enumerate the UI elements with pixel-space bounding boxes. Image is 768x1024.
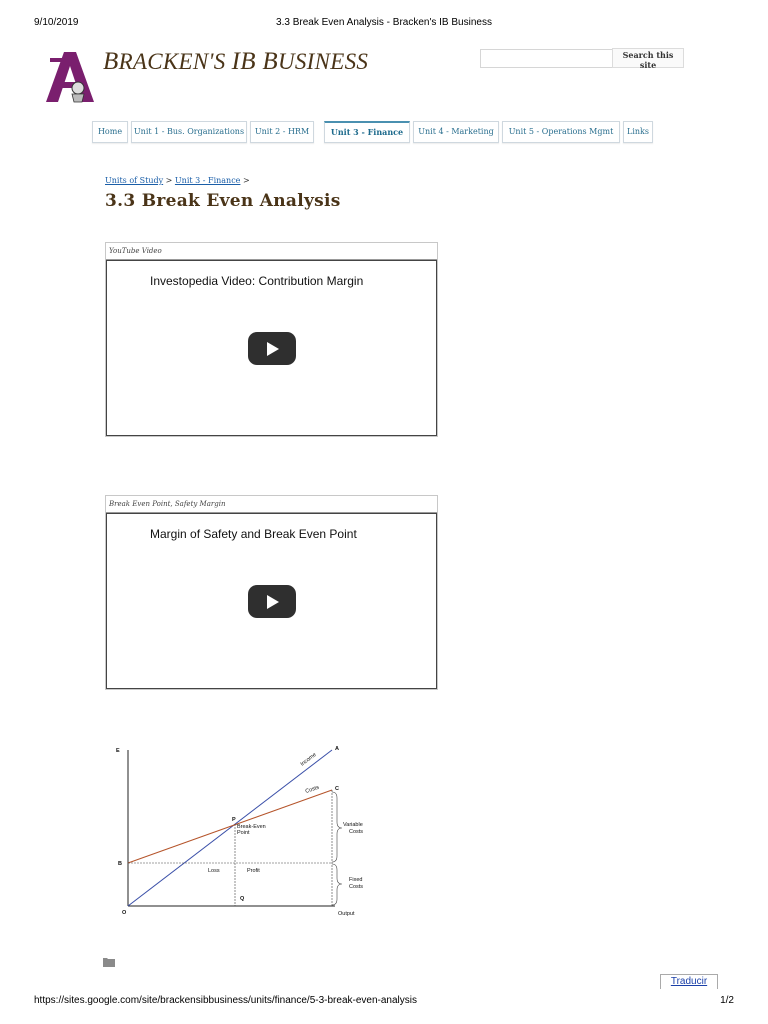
label-e: E	[116, 748, 120, 754]
video-caption: Break Even Point, Safety Margin	[106, 496, 437, 513]
label-fixed-1: Fixed	[349, 877, 363, 883]
label-b: B	[118, 861, 122, 867]
video-card	[105, 242, 438, 437]
nav-tab-links[interactable]: Links	[623, 121, 653, 143]
print-header	[0, 17, 768, 31]
play-icon	[267, 342, 279, 356]
income-line	[128, 750, 332, 906]
video-caption: YouTube Video	[106, 243, 437, 260]
video-title[interactable]: Margin of Safety and Break Even Point	[150, 527, 357, 541]
label-variable-1: Variable	[343, 822, 363, 828]
label-profit: Profit	[247, 868, 260, 874]
video-player[interactable]	[106, 513, 437, 689]
label-break-even-2: Point	[237, 830, 250, 836]
breadcrumb-separator: >	[163, 176, 175, 185]
video-player[interactable]	[106, 260, 437, 436]
site-title-part: B	[262, 48, 278, 75]
site-logo[interactable]	[42, 48, 98, 104]
site-title-part: IB	[231, 48, 263, 75]
translate-link[interactable]: Traducir	[660, 974, 718, 989]
print-url: https://sites.google.com/site/brackensibbusiness/units/finance/5-3-break-even-analysis	[34, 995, 417, 1006]
label-output: Output	[338, 911, 355, 917]
label-income: Income	[299, 751, 318, 768]
label-loss: Loss	[208, 868, 220, 874]
label-c: C	[335, 786, 339, 792]
label-costs: Costs	[304, 784, 320, 795]
label-a: A	[335, 746, 339, 752]
nav-tab-unit-1[interactable]: Unit 1 - Bus. Organizations	[131, 121, 247, 143]
video-card	[105, 495, 438, 690]
costs-line	[128, 790, 332, 863]
print-page-number: 1/2	[720, 995, 734, 1006]
search-button[interactable]: Search this site	[612, 48, 684, 68]
folder-icon[interactable]	[103, 957, 115, 967]
breadcrumb-unit-3[interactable]: Unit 3 - Finance	[174, 176, 241, 185]
page-title: 3.3 Break Even Analysis	[105, 191, 341, 211]
site-title-part: RACKEN'S	[118, 49, 232, 74]
search-input[interactable]	[480, 49, 616, 68]
print-footer	[0, 995, 768, 1009]
nav-tab-unit-3[interactable]: Unit 3 - Finance	[324, 121, 410, 143]
play-button[interactable]	[248, 585, 296, 618]
breadcrumb-separator: >	[240, 176, 250, 185]
play-icon	[267, 595, 279, 609]
print-date: 9/10/2019	[34, 17, 79, 28]
break-even-diagram	[110, 738, 370, 923]
nav-tab-unit-5[interactable]: Unit 5 - Operations Mgmt	[502, 121, 620, 143]
breadcrumb-units-of-study[interactable]: Units of Study	[105, 176, 164, 185]
nav-tab-unit-4[interactable]: Unit 4 - Marketing	[413, 121, 499, 143]
label-fixed-2: Costs	[349, 884, 364, 890]
variable-costs-brace	[332, 792, 342, 862]
label-o: O	[122, 910, 127, 916]
print-title: 3.3 Break Even Analysis - Bracken's IB Business	[276, 17, 492, 28]
site-title-part: USINESS	[277, 49, 369, 74]
label-break-even-1: Break-Even	[237, 824, 266, 830]
fixed-costs-brace	[332, 864, 342, 905]
play-button[interactable]	[248, 332, 296, 365]
label-p: P	[232, 817, 236, 823]
site-title-part: B	[103, 48, 119, 75]
label-q: Q	[240, 896, 245, 902]
nav-tab-unit-2[interactable]: Unit 2 - HRM	[250, 121, 314, 143]
video-title[interactable]: Investopedia Video: Contribution Margin	[150, 274, 364, 288]
site-title[interactable]	[103, 48, 368, 76]
breadcrumb	[105, 176, 250, 185]
nav-tab-home[interactable]: Home	[92, 121, 128, 143]
label-variable-2: Costs	[349, 829, 364, 835]
